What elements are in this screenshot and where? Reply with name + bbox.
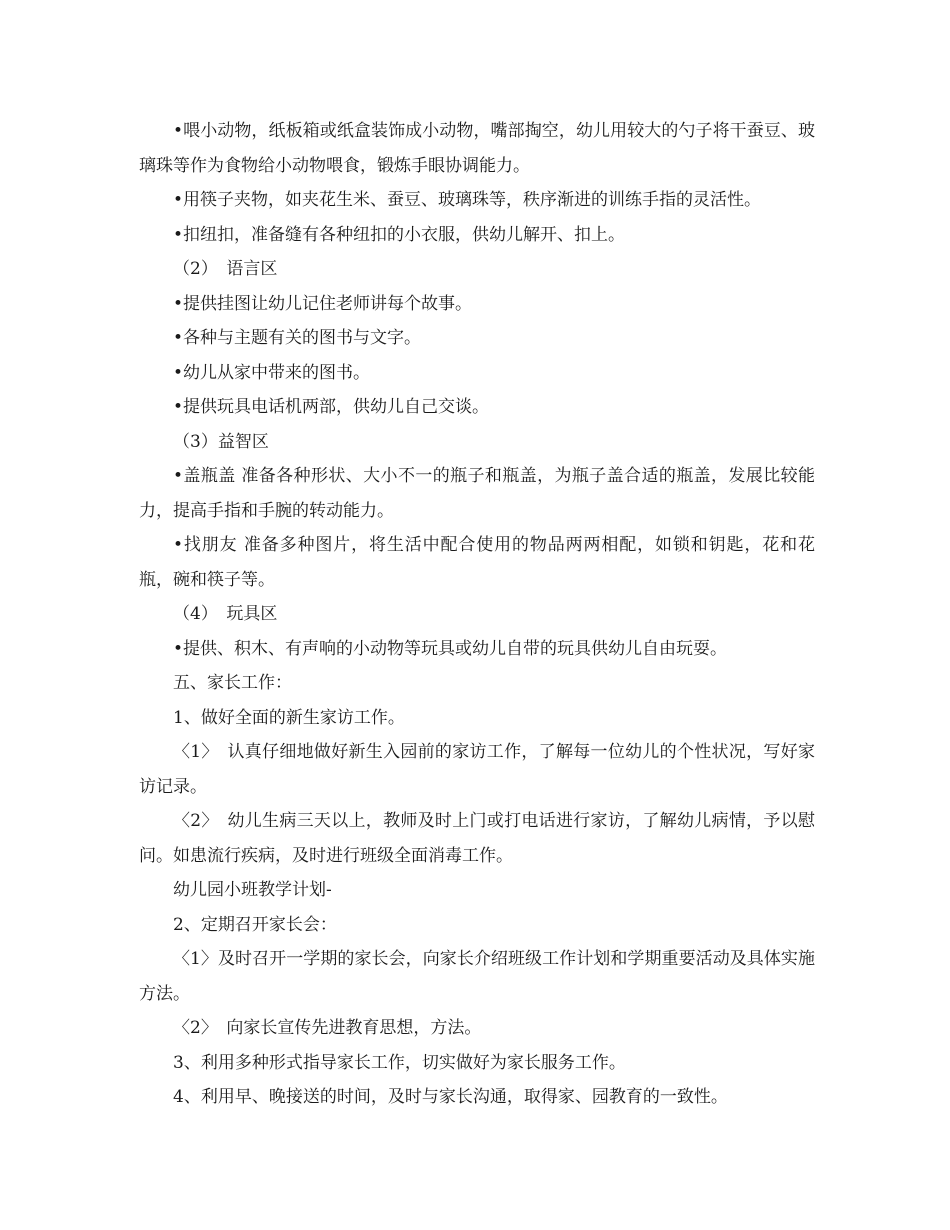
heading-toy-area: （4） 玩具区	[173, 604, 278, 624]
paragraph-meeting-plan: 〈1〉及时召开一学期的家长会，向家长介绍班级工作计划和学期重要活动及具体实施方法。	[139, 949, 815, 1004]
paragraph-toys: •提供、积木、有声响的小动物等玩具或幼儿自带的玩具供幼儿自由玩耍。	[173, 638, 728, 659]
heading-parent-work: 五、家长工作：	[173, 673, 292, 693]
heading-home-visits: 1、做好全面的新生家访工作。	[173, 707, 405, 728]
paragraph-find-friends: •找朋友 准备多种图片，将生活中配合使用的物品两两相配，如锁和钥匙，花和花瓶，碗和筷子等。	[139, 535, 815, 590]
heading-puzzle-area: （3）益智区	[173, 431, 269, 452]
paragraph-chopsticks: •用筷子夹物，如夹花生米、蚕豆、玻璃珠等，秩序渐进的训练手指的灵活性。	[173, 190, 762, 210]
heading-parent-meetings: 2、定期召开家长会：	[173, 914, 337, 935]
document-body	[139, 114, 815, 1115]
paragraph-buttons: •扣纽扣，准备缝有各种纽扣的小衣服，供幼儿解开、扣上。	[173, 224, 626, 245]
paragraph-education-ideas: 〈2〉 向家长宣传先进教育思想，方法。	[173, 1018, 482, 1038]
paragraph-wall-chart: •提供挂图让幼儿记住老师讲每个故事。	[173, 293, 473, 314]
paragraph-communication: 4、利用早、晚接送的时间，及时与家长沟通，取得家、园教育的一致性。	[173, 1087, 728, 1107]
paragraph-guide-parents: 3、利用多种形式指导家长工作，切实做好为家长服务工作。	[173, 1052, 626, 1073]
paragraph-feed-animals: •喂小动物，纸板箱或纸盒装饰成小动物，嘴部掏空，幼儿用较大的勺子将干蚕豆、玻璃珠等作为食物给小动物喂食，锻炼手眼协调能力。	[139, 121, 815, 176]
paragraph-toy-phones: •提供玩具电话机两部，供幼儿自己交谈。	[173, 397, 490, 417]
paragraph-bottle-caps: •盖瓶盖 准备各种形状、大小不一的瓶子和瓶盖，为瓶子盖合适的瓶盖，发展比较能力，提高手指和手腕的转动能力。	[139, 466, 815, 521]
paragraph-plan-title: 幼儿园小班教学计划-	[173, 880, 332, 900]
paragraph-home-visit-records: 〈1〉 认真仔细地做好新生入园前的家访工作，了解每一位幼儿的个性状况，写好家访记录。	[139, 742, 815, 797]
heading-language-area: （2） 语言区	[173, 259, 278, 279]
paragraph-sick-visits: 〈2〉 幼儿生病三天以上，教师及时上门或打电话进行家访，了解幼儿病情，予以慰问。如患流行疾病，及时进行班级全面消毒工作。	[139, 811, 815, 866]
paragraph-theme-books: •各种与主题有关的图书与文字。	[173, 328, 422, 348]
paragraph-home-books: •幼儿从家中带来的图书。	[173, 362, 371, 383]
